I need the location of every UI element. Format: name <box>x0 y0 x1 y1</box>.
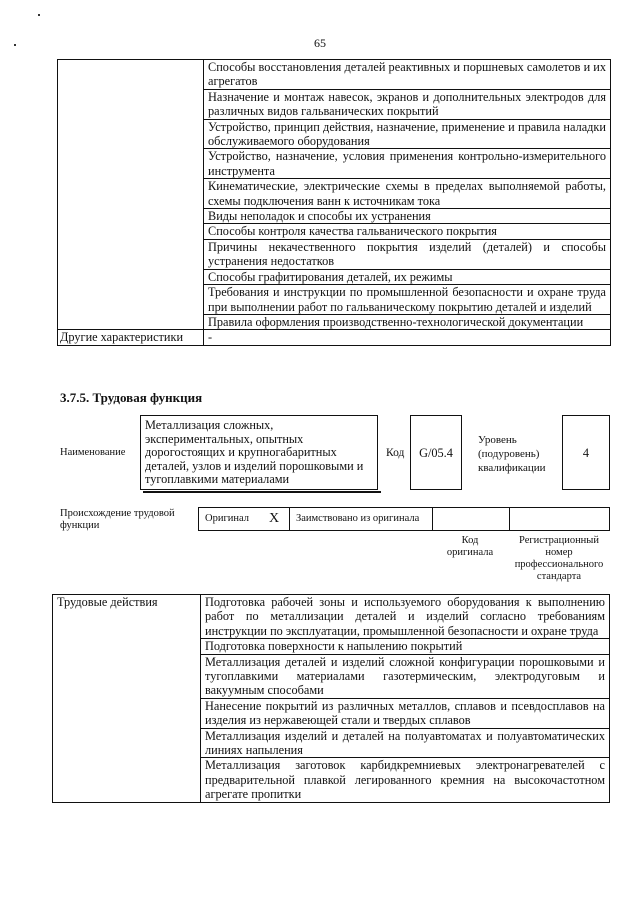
row-text: Правила оформления производственно-технологической документации <box>204 314 611 329</box>
original-cell <box>198 507 290 531</box>
row-text: Подготовка рабочей зоны и используемого оборудования к выполнению работ по металлизации деталей и изделий согласно требованиям инструкции по эксплуатации, промышленной безопасности и охране труда <box>201 595 610 639</box>
row-label <box>58 60 204 330</box>
name-value: Металлизация сложных, экспериментальных, опытных дорогостоящих и крупногабаритных деталей, узлов и изделий порошковыми и тугоплавкими материалами <box>140 415 378 490</box>
borrowed-cell <box>289 507 433 531</box>
row-text: Способы контроля качества гальванического покрытия <box>204 224 611 239</box>
section-heading: 3.7.5. Трудовая функция <box>60 390 203 405</box>
knowledge-table <box>57 59 611 346</box>
row-label: Трудовые действия <box>53 595 201 803</box>
code-label: Код <box>386 447 405 459</box>
row-label: Другие характеристики <box>58 330 204 345</box>
level-label: Уровень (подуровень) квалификации <box>478 434 546 474</box>
original-code-cell <box>432 507 510 531</box>
row-text: Способы графитирования деталей, их режимы <box>204 269 611 284</box>
origin-row <box>198 507 610 531</box>
name-label: Наименование <box>60 447 126 458</box>
level-value: 4 <box>562 415 610 490</box>
original-label: Оригинал <box>205 513 249 524</box>
original-code-caption: Код оригинала <box>446 535 494 558</box>
row-text: Назначение и монтаж навесок, экранов и дополнительных электродов для различных видов гальванических покрытий <box>204 89 611 119</box>
row-text: Нанесение покрытий из различных металлов, сплавов и псевдосплавов на изделия из нержавеющей стали и твердых сплавов <box>201 698 610 728</box>
row-text: Причины некачественного покрытия изделий (деталей) и способы устранения недостатков <box>204 239 611 269</box>
row-text: Кинематические, электрические схемы в пределах выполняемой работы, схемы подключения ванн к источникам тока <box>204 179 611 209</box>
row-text: Устройство, принцип действия, назначение, применение и правила наладки обслуживаемого оборудования <box>204 119 611 149</box>
table-row <box>58 60 611 90</box>
row-text: Металлизация заготовок карбидкремниевых электронагревателей с предварительной плавкой легированного кремния на высокочастотном агрегате пропитки <box>201 758 610 802</box>
row-text: - <box>204 330 611 345</box>
row-text: Металлизация изделий и деталей на полуавтоматах и полуавтоматических линиях напыления <box>201 728 610 758</box>
row-text: Требования и инструкции по промышленной безопасности и охране труда при выполнении работ по гальваническому покрытию деталей и изделий <box>204 285 611 315</box>
table-row <box>58 330 611 345</box>
origin-label: Происхождение трудовой функции <box>60 508 175 531</box>
code-value: G/05.4 <box>410 415 462 490</box>
borrowed-label: Заимствовано из оригинала <box>296 513 420 524</box>
table-row <box>53 595 610 639</box>
row-text: Подготовка поверхности к напылению покрытий <box>201 639 610 654</box>
row-text: Металлизация деталей и изделий сложной конфигурации порошковыми и тугоплавкими материалами газотермическим, электродуговым и вакуумным способами <box>201 654 610 698</box>
scan-dot <box>38 14 40 16</box>
row-text: Устройство, назначение, условия применения контрольно-измерительного инструмента <box>204 149 611 179</box>
row-text: Виды неполадок и способы их устранения <box>204 209 611 224</box>
registration-number-cell <box>509 507 610 531</box>
row-text: Способы восстановления деталей реактивных и поршневых самолетов и их агрегатов <box>204 60 611 90</box>
labor-actions-table <box>52 594 610 803</box>
original-mark: X <box>269 511 280 526</box>
page-number: 65 <box>314 36 326 50</box>
registration-number-caption: Регистрационный номер профессионального стандарта <box>514 535 604 582</box>
